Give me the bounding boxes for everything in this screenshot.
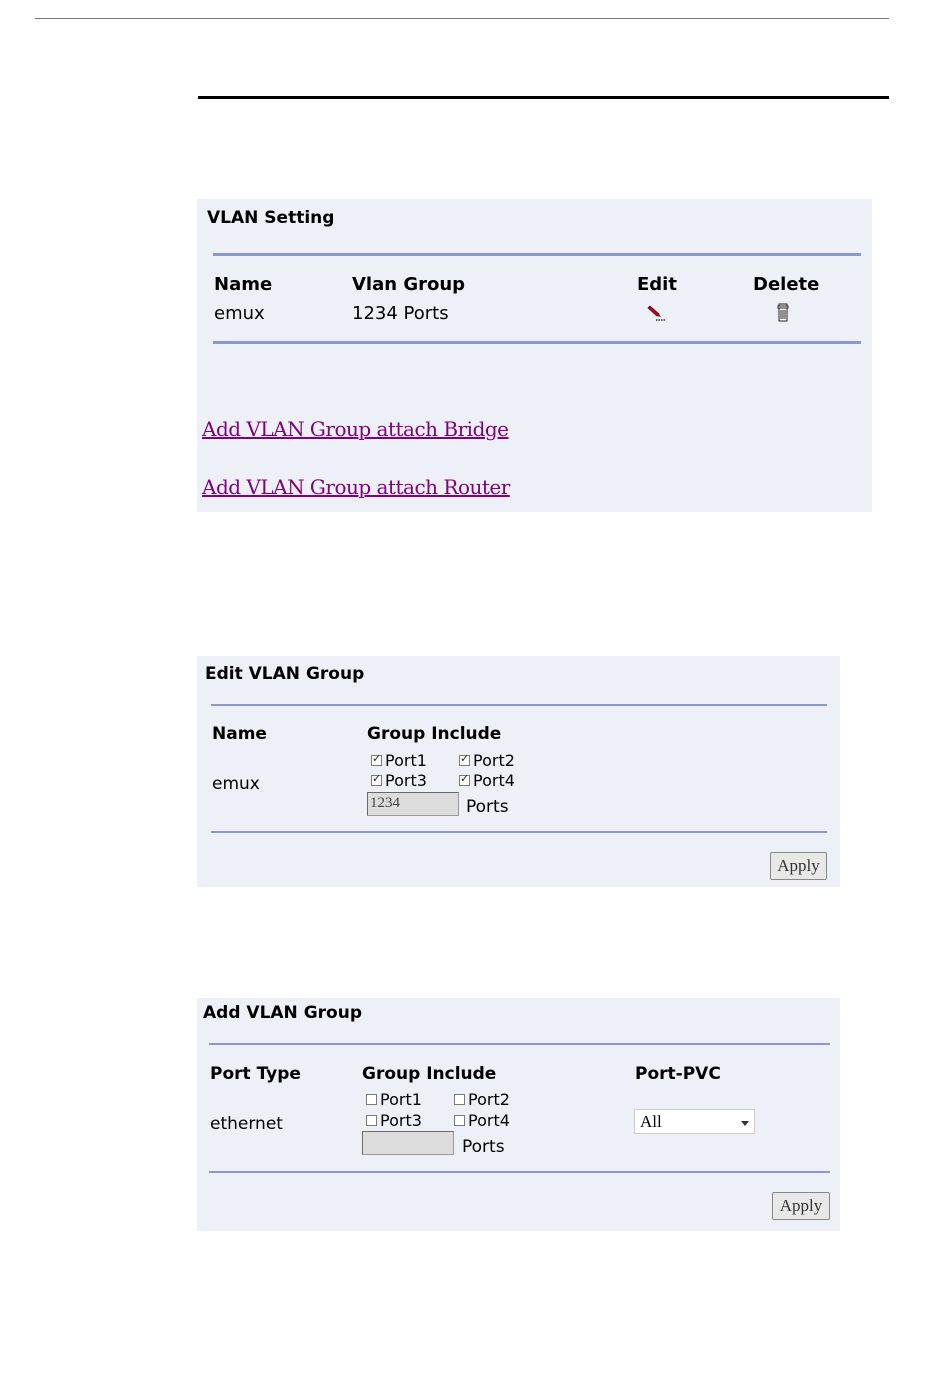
port1-label: Port1: [380, 1090, 422, 1109]
edit-vlan-group-title: Edit VLAN Group: [205, 664, 365, 684]
checkbox-box[interactable]: [454, 1094, 465, 1105]
dropdown-arrow-icon[interactable]: [741, 1121, 749, 1126]
ports-suffix: Ports: [462, 1137, 505, 1157]
port1-label: Port1: [385, 751, 427, 770]
checkbox-box[interactable]: [454, 1115, 465, 1126]
ports-field[interactable]: [362, 1131, 454, 1155]
port-pvc-select[interactable]: [634, 1109, 755, 1134]
port3-label: Port3: [380, 1111, 422, 1130]
vlan-setting-panel: [197, 199, 872, 512]
checkbox-box[interactable]: [366, 1115, 377, 1126]
ports-suffix: Ports: [466, 797, 509, 817]
divider: [209, 1043, 830, 1045]
name-value: emux: [212, 774, 260, 794]
divider: [211, 831, 827, 833]
col-header-vlan-group: Vlan Group: [352, 274, 466, 295]
divider: [211, 704, 827, 706]
group-include-header: Group Include: [367, 724, 502, 744]
port-type-header: Port Type: [210, 1064, 301, 1084]
col-header-edit: Edit: [637, 274, 677, 295]
port4-checkbox[interactable]: [459, 771, 515, 790]
checkbox-box[interactable]: [371, 775, 382, 786]
port4-checkbox[interactable]: [454, 1111, 510, 1130]
divider: [213, 253, 861, 256]
port2-label: Port2: [473, 751, 515, 770]
port-pvc-selected: All: [640, 1111, 662, 1131]
add-vlan-group-title: Add VLAN Group: [203, 1003, 362, 1023]
ports-field[interactable]: 1234: [367, 792, 459, 816]
col-header-delete: Delete: [753, 274, 820, 295]
row-vlan-group: 1234 Ports: [352, 303, 449, 324]
port2-checkbox[interactable]: [459, 751, 515, 770]
port1-checkbox[interactable]: [366, 1090, 422, 1109]
vlan-setting-title: VLAN Setting: [207, 208, 335, 228]
divider: [213, 341, 861, 344]
edit-vlan-group-panel: [197, 656, 840, 887]
port2-checkbox[interactable]: [454, 1090, 510, 1109]
port3-checkbox[interactable]: [371, 771, 427, 790]
add-vlan-group-panel: [197, 998, 840, 1231]
port4-label: Port4: [468, 1111, 510, 1130]
row-name: emux: [214, 303, 265, 324]
apply-button[interactable]: Apply: [770, 852, 827, 880]
checkbox-box[interactable]: [459, 755, 470, 766]
name-header: Name: [212, 724, 267, 744]
checkbox-box[interactable]: [366, 1094, 377, 1105]
col-header-name: Name: [214, 274, 273, 295]
port4-label: Port4: [473, 771, 515, 790]
port3-label: Port3: [385, 771, 427, 790]
divider: [209, 1171, 830, 1173]
add-vlan-bridge-link[interactable]: Add VLAN Group attach Bridge: [202, 417, 509, 441]
edit-pencil-icon[interactable]: [647, 303, 667, 323]
section-rule: [198, 96, 889, 99]
port3-checkbox[interactable]: [366, 1111, 422, 1130]
page-top-rule: [35, 18, 889, 19]
port-type-value: ethernet: [210, 1114, 283, 1134]
delete-trash-icon[interactable]: [776, 303, 792, 323]
port-pvc-header: Port-PVC: [635, 1064, 721, 1084]
port1-checkbox[interactable]: [371, 751, 427, 770]
add-vlan-router-link[interactable]: Add VLAN Group attach Router: [202, 475, 510, 499]
checkbox-box[interactable]: [459, 775, 470, 786]
checkbox-box[interactable]: [371, 755, 382, 766]
apply-button[interactable]: Apply: [772, 1192, 830, 1220]
group-include-header: Group Include: [362, 1064, 497, 1084]
port2-label: Port2: [468, 1090, 510, 1109]
